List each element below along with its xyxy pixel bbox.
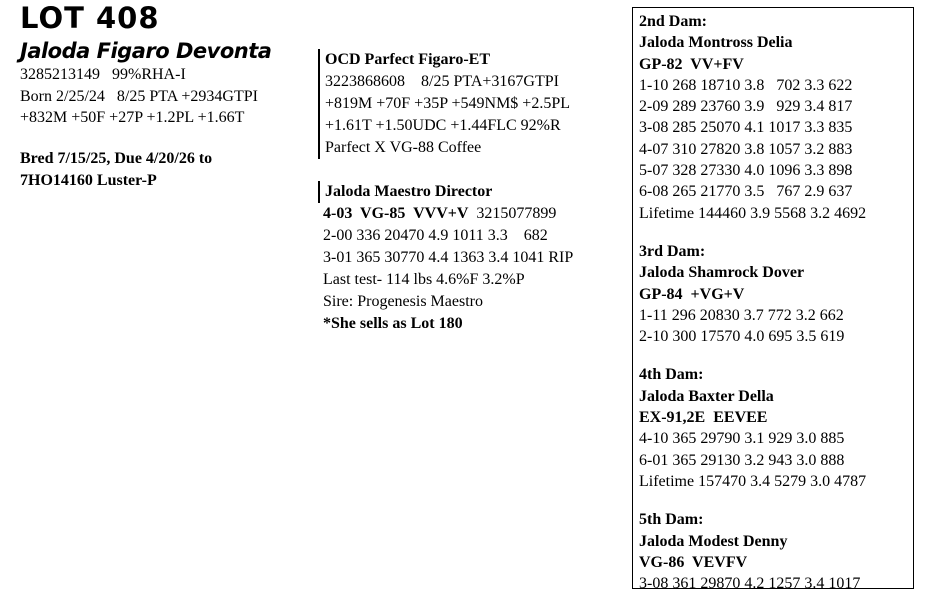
dam-record: 3-08 361 29870 4.2 1257 3.4 1017 [639,575,861,593]
fourth-dam-section [639,364,913,492]
dam-heading: 2nd Dam: [639,13,708,30]
animal-details [20,64,258,129]
pedigree-box [632,7,914,593]
dam-record: 4-10 365 29790 3.1 929 3.0 885 [639,430,845,448]
dam-record: 6-08 265 21770 3.5 767 2.9 637 [639,183,853,201]
dam-sire: Sire: Progenesis Maestro [323,293,483,310]
sire-line: +819M +70F +35P +549NM$ +2.5PL [325,95,570,112]
lot-title: LOT 408 [20,1,160,35]
breeding-info [20,148,212,191]
dam-classification: GP-84 +VG+V [639,285,745,303]
sire-line: +1.61T +1.50UDC +1.44FLC 92%R [325,117,561,134]
dam-record: 4-07 310 27820 3.8 1057 3.2 883 [639,140,853,158]
second-dam-section [639,11,913,224]
dam-block [318,181,625,203]
birth-genomics-line: Born 2/25/24 8/25 PTA +2934GTPI [20,87,258,105]
production-traits-line: +832M +50F +27P +1.2PL +1.66T [20,109,245,126]
dam-record: 2-10 300 17570 4.0 695 3.5 619 [639,328,845,346]
dam-heading: 5th Dam: [639,511,704,529]
animal-name: Jaloda Figaro Devonta [20,39,272,63]
dam-record: 1-11 296 20830 3.7 772 3.2 662 [639,306,844,324]
dam-record: 3-08 285 25070 4.1 1017 3.3 835 [639,119,853,137]
dam-registration: 3215077899 [468,205,557,222]
dam-lifetime-record: Lifetime 144460 3.9 5568 3.2 4692 [639,204,867,222]
dam-record: 2-00 336 20470 4.9 1011 3.3 682 [323,227,548,244]
dam-classification: 4-03 VG-85 VVV+V [323,205,469,222]
dam-info [323,203,623,335]
dam-classification: GP-82 VV+FV [639,55,744,73]
dam-heading: 4th Dam: [639,366,704,384]
dam-classification: EX-91,2E EEVEE [639,409,768,427]
bred-date-line: Bred 7/15/25, Due 4/20/26 to [20,150,213,167]
sire-line: 3223868608 8/25 PTA+3167GTPI [325,73,559,90]
third-dam-section [639,241,913,347]
sire-name: OCD Parfect Figaro-ET [325,51,490,68]
fifth-dam-section [639,509,913,594]
dam-lifetime-record: Lifetime 157470 3.4 5279 3.0 4787 [639,472,867,490]
dam-classification: VG-86 VEVFV [639,553,748,571]
dam-name: Jaloda Shamrock Dover [639,264,805,282]
dam-name: Jaloda Maestro Director [325,183,493,200]
dam-record: 5-07 328 27330 4.0 1096 3.3 898 [639,162,853,180]
sire-line: Parfect X VG-88 Coffee [325,139,482,156]
dam-name: Jaloda Modest Denny [639,532,788,550]
sire-block [318,49,625,159]
dam-name: Jaloda Baxter Della [639,387,774,405]
registration-line: 3285213149 99%RHA-I [20,66,186,83]
dam-last-test: Last test- 114 lbs 4.6%F 3.2%P [323,271,525,288]
dam-record: 3-01 365 30770 4.4 1363 3.4 1041 RIP [323,249,574,266]
service-sire-line: 7HO14160 Luster-P [20,171,157,189]
dam-record: 6-01 365 29130 3.2 943 3.0 888 [639,451,845,469]
dam-heading: 3rd Dam: [639,242,706,260]
dam-sale-note: *She sells as Lot 180 [323,315,463,332]
dam-name: Jaloda Montross Delia [639,34,793,52]
dam-record: 2-09 289 23760 3.9 929 3.4 817 [639,98,853,116]
dam-record: 1-10 268 18710 3.8 702 3.3 622 [639,76,853,94]
